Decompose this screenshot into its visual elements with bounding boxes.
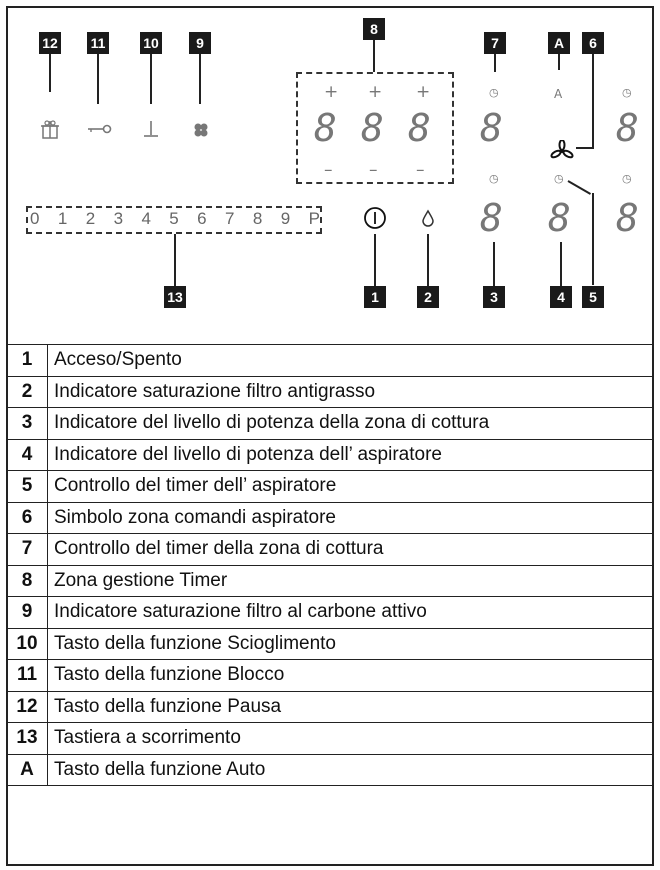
legend-table: [6, 344, 654, 786]
leader-line-1: [374, 234, 376, 286]
slider-digits: [30, 209, 320, 233]
slider-digit-3[interactable]: 3: [113, 209, 124, 228]
legend-row: [7, 565, 654, 597]
legend-row: [7, 660, 654, 692]
timer-plus-3[interactable]: +: [416, 82, 431, 102]
legend-key: 3: [7, 408, 48, 440]
callout-2: 2: [417, 286, 439, 308]
callout-13: 13: [164, 286, 186, 308]
power-button[interactable]: [363, 206, 387, 230]
slider-digit-6[interactable]: 6: [197, 209, 207, 228]
legend-row: [7, 691, 654, 723]
top-right-display: 8: [616, 106, 639, 150]
right-timer-icon[interactable]: ◷: [622, 172, 632, 185]
legend-key: 6: [7, 502, 48, 534]
zone-timer-icon-3[interactable]: ◷: [489, 172, 499, 185]
callout-8: 8: [363, 18, 385, 40]
pause-icon[interactable]: [40, 119, 60, 141]
cooking-timer-display: 8: [480, 106, 503, 150]
legend-description: Simbolo zona comandi aspiratore: [48, 502, 654, 534]
callout-5: 5: [582, 286, 604, 308]
legend-description: Controllo del timer dell’ aspiratore: [48, 471, 654, 503]
leader-line-11: [97, 54, 99, 104]
leader-line-12: [49, 54, 51, 92]
legend-description: Tastiera a scorrimento: [48, 723, 654, 755]
legend-key: 5: [7, 471, 48, 503]
callout-6: 6: [582, 32, 604, 54]
leader-line-7: [494, 54, 496, 72]
slider-digit-0[interactable]: 0: [30, 209, 40, 228]
slider-digit-2[interactable]: 2: [85, 209, 96, 228]
timer-plus-1[interactable]: +: [324, 82, 339, 102]
leader-line-5: [592, 193, 594, 285]
legend-description: Zona gestione Timer: [48, 565, 654, 597]
legend-key: 7: [7, 534, 48, 566]
legend-key: 12: [7, 691, 48, 723]
legend-key: 8: [7, 565, 48, 597]
legend-row: [7, 345, 654, 377]
leader-line-2: [427, 234, 429, 286]
timer-digit-2: 8: [361, 106, 384, 150]
legend-description: Tasto della funzione Blocco: [48, 660, 654, 692]
slider-digit-P[interactable]: P: [308, 209, 320, 228]
leader-line-5-diag: [568, 180, 592, 195]
legend-row: [7, 754, 654, 786]
callout-10: 10: [140, 32, 162, 54]
legend-description: Acceso/Spento: [48, 345, 654, 377]
timer-minus-3[interactable]: –: [416, 160, 425, 180]
timer-digit-3: 8: [408, 106, 431, 150]
legend-key: 4: [7, 439, 48, 471]
legend-row: [7, 628, 654, 660]
callout-9: 9: [189, 32, 211, 54]
timer-digit-1: 8: [314, 106, 337, 150]
legend-row: [7, 471, 654, 503]
legend-description: Indicatore saturazione filtro antigrasso: [48, 376, 654, 408]
timer-minus-2[interactable]: –: [369, 160, 378, 180]
leader-line-8: [373, 40, 375, 72]
callout-4: 4: [550, 286, 572, 308]
melt-function-icon[interactable]: [142, 119, 160, 139]
legend-row: [7, 502, 654, 534]
callout-11: 11: [87, 32, 109, 54]
slider-digit-5[interactable]: 5: [169, 209, 179, 228]
legend-row: [7, 597, 654, 629]
slider-digit-4[interactable]: 4: [141, 209, 151, 228]
callout-3: 3: [483, 286, 505, 308]
right-power-display: 8: [616, 196, 639, 240]
callout-12: 12: [39, 32, 61, 54]
legend-row: [7, 723, 654, 755]
legend-key: A: [7, 754, 48, 786]
timer-minus-1[interactable]: –: [324, 160, 333, 180]
slider-digit-7[interactable]: 7: [225, 209, 235, 228]
leader-line-13: [174, 234, 176, 286]
legend-key: 2: [7, 376, 48, 408]
leader-line-A: [558, 54, 560, 70]
carbon-filter-icon: [192, 121, 210, 139]
legend-key: 1: [7, 345, 48, 377]
legend-description: Controllo del timer della zona di cottura: [48, 534, 654, 566]
callout-7: 7: [484, 32, 506, 54]
auto-button[interactable]: A: [554, 87, 563, 101]
hood-power-display: 8: [548, 196, 571, 240]
cooking-timer-icon[interactable]: ◷: [489, 86, 499, 99]
legend-description: Indicatore del livello di potenza della zona di cottura: [48, 408, 654, 440]
legend-description: Tasto della funzione Scioglimento: [48, 628, 654, 660]
legend-row: [7, 439, 654, 471]
leader-line-10: [150, 54, 152, 104]
callout-A: A: [548, 32, 570, 54]
leader-line-9: [199, 54, 201, 104]
slider-digit-1[interactable]: 1: [57, 209, 68, 228]
key-lock-icon[interactable]: [86, 122, 112, 136]
hood-timer-control[interactable]: ◷: [554, 172, 564, 185]
leader-line-3: [493, 242, 495, 286]
timer-plus-2[interactable]: +: [368, 82, 383, 102]
grease-filter-icon: [421, 209, 435, 227]
slider-digit-8[interactable]: 8: [252, 209, 263, 228]
leader-line-4: [560, 242, 562, 286]
legend-description: Tasto della funzione Auto: [48, 754, 654, 786]
legend-row: [7, 408, 654, 440]
legend-key: 13: [7, 723, 48, 755]
legend-key: 11: [7, 660, 48, 692]
leader-line-6-horizontal: [576, 147, 594, 149]
legend-row: [7, 376, 654, 408]
cooking-power-display: 8: [480, 196, 503, 240]
control-panel-diagram: [6, 6, 654, 344]
fan-icon: [550, 140, 574, 160]
callout-1: 1: [364, 286, 386, 308]
slider-digit-9[interactable]: 9: [280, 209, 291, 228]
legend-description: Tasto della funzione Pausa: [48, 691, 654, 723]
leader-line-6: [592, 54, 594, 148]
top-right-timer-icon[interactable]: ◷: [622, 86, 632, 99]
legend-key: 9: [7, 597, 48, 629]
legend-row: [7, 534, 654, 566]
legend-key: 10: [7, 628, 48, 660]
legend-description: Indicatore del livello di potenza dell’ aspiratore: [48, 439, 654, 471]
legend-description: Indicatore saturazione filtro al carbone attivo: [48, 597, 654, 629]
